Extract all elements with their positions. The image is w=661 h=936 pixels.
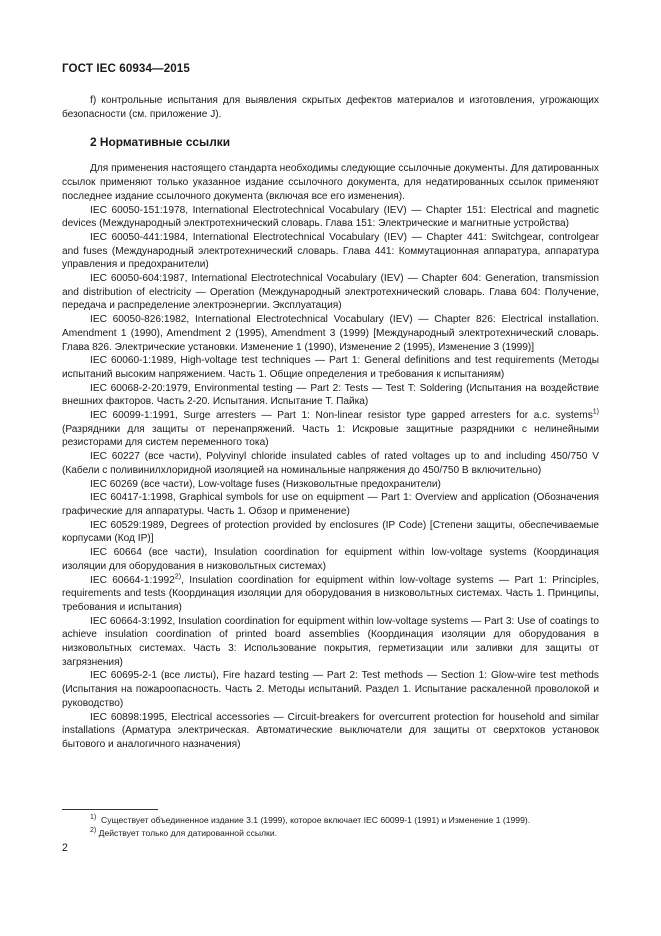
reference-item: IEC 60050-826:1982, International Electrotechnical Vocabulary (IEV) — Chapter 826: Electrical installation. Amendment 1 (1990), Amendment 2 (1995), Amendment 3 (1999) [Международный электротехнический словарь. Глава 826. Электрические установки. Изменение 1 (1990), Изменение 2 (1995), Изменение 3 (1999)] xyxy=(62,314,599,353)
footnote-mark: 2) xyxy=(174,573,182,581)
reference-text: IEC 60099-1:1991, Surge arresters — Part 1: Non-linear resistor type gapped arresters for a.c. systems xyxy=(90,410,593,422)
footnote xyxy=(90,814,605,827)
footnote-mark: 2) xyxy=(90,827,97,835)
reference-item: IEC 60227 (все части), Polyvinyl chloride insulated cables of rated voltages up to and including 450/750 V (Кабели с поливинилхлоридной изоляцией на номинальные напряжения до 450/750 В включительно) xyxy=(62,451,599,476)
section-title: 2 Нормативные ссылки xyxy=(90,135,231,150)
footnotes xyxy=(90,814,605,840)
reference-item: IEC 60529:1989, Degrees of protection provided by enclosures (IP Code) [Степени защиты, обеспечиваемые корпусами (Код IP)] xyxy=(62,519,599,545)
document-body xyxy=(62,94,599,752)
footnote-mark: 1) xyxy=(592,408,599,416)
reference-item: IEC 60269 (все части), Low-voltage fuses (Низковольтные предохранители) xyxy=(90,478,441,490)
reference-item: IEC 60417-1:1998, Graphical symbols for use on equipment — Part 1: Overview and application (Обозначения графические для аппаратуры. Часть 1. Обзор и применение) xyxy=(62,492,599,517)
footnote-mark: 1) xyxy=(90,814,97,822)
reference-item: IEC 60050-604:1987, International Electrotechnical Vocabulary (IEV) — Chapter 604: Generation, transmission and distribution of electricity — Operation (Международный электротехнический словарь. Глава 604: Получение, передача и распределение электроэнергии. Эксплуатация) xyxy=(62,273,599,312)
intro-paragraph: f) контрольные испытания для выявления скрытых дефектов материалов и изготовления, угрожающих безопасности (см. приложение J). xyxy=(62,95,599,120)
reference-item: IEC 60898:1995, Electrical accessories — Circuit-breakers for overcurrent protection for household and similar installations (Арматура электрическая. Автоматические выключатели для защиты от сверхтоков установок бытового и аналогичного назначения) xyxy=(62,711,599,750)
reference-text: IEC 60664-1:1992 xyxy=(90,574,175,586)
footnote-text: Существует объединенное издание 3.1 (1999), которое включает IEC 60099-1 (1991) и Изменение 1 (1999). xyxy=(101,815,531,825)
footnote-text: Действует только для датированной ссылки. xyxy=(98,828,278,838)
page-number: 2 xyxy=(62,842,68,854)
footnote xyxy=(90,827,605,840)
reference-item: IEC 60060-1:1989, High-voltage test techniques — Part 1: General definitions and test requirements (Методы испытаний высоким напряжением. Часть 1. Общие определения и требования к испытаниям) xyxy=(62,355,599,380)
reference-item xyxy=(62,409,599,450)
section-intro: Для применения настоящего стандарта необходимы следующие ссылочные документы. Для датированных ссылок применяют только указанное издание ссылочного документа, для недатированных ссылок применяют последнее издание ссылочного документа (включая все его изменения). xyxy=(62,163,599,202)
reference-item: IEC 60664-3:1992, Insulation coordination for equipment within low-voltage systems — Part 3: Use of coatings to achieve insulation coordination of printed board assemblies (Координация изоляции для оборудования в низковольтных системах. Часть 3: Использование покрытия, герметизации или заливки для защиты от загрязнения) xyxy=(62,615,599,668)
footnote-divider xyxy=(62,809,158,810)
reference-item: IEC 60050-441:1984, International Electrotechnical Vocabulary (IEV) — Chapter 441: Switchgear, controlgear and fuses (Международный электротехнический словарь. Глава 441: Коммутационная аппаратура, аппаратура управления и предохранители) xyxy=(62,231,599,271)
reference-item xyxy=(62,574,599,615)
reference-item: IEC 60664 (все части), Insulation coordination for equipment within low-voltage systems (Координация изоляции для оборудования в низковольтных системах) xyxy=(62,547,599,572)
document-id-header: ГОСТ IEC 60934—2015 xyxy=(62,62,190,75)
reference-item: IEC 60695-2-1 (все листы), Fire hazard testing — Part 2: Test methods — Section 1: Glow-wire test methods (Испытания на пожароопасность. Часть 2. Методы испытаний. Раздел 1. Испытание раскаленной проволокой и руководство) xyxy=(62,670,599,709)
reference-text: , Insulation coordination for equipment within low-voltage systems — Part 1: Principles, requirements and tests (Координация изоляции для оборудования в низковольтных системах. Часть 1. Принципы, требования и испытания) xyxy=(62,574,600,613)
reference-item: IEC 60050-151:1978, International Electrotechnical Vocabulary (IEV) — Chapter 151: Electrical and magnetic devices (Международный электротехнический словарь. Глава 151: Электрические и магнитные устройства) xyxy=(62,204,599,230)
reference-text: (Разрядники для защиты от перенапряжений. Часть 1: Искровые защитные разрядники с нелинейными резисторами для систем переменного тока) xyxy=(62,423,599,449)
reference-item: IEC 60068-2-20:1979, Environmental testing — Part 2: Tests — Test T: Soldering (Испытания на воздействие внешних факторов. Часть 2-20. Испытания. Испытание Т. Пайка) xyxy=(62,382,599,408)
